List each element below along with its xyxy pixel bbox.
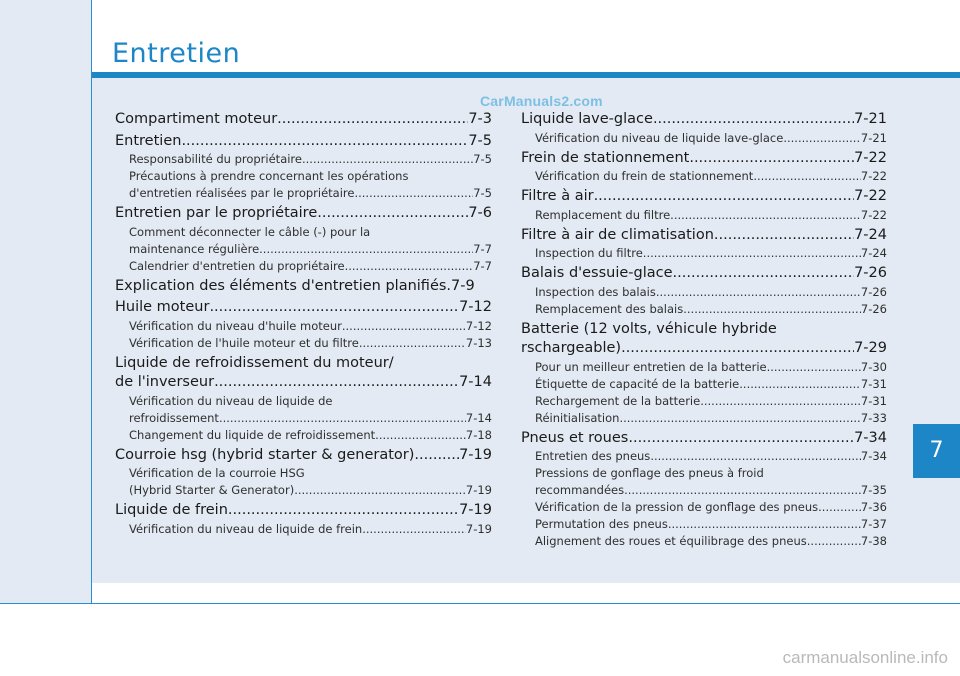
- toc-line: [129, 335, 492, 352]
- toc-page-number: 7-34: [860, 449, 887, 463]
- toc-entry-title: Liquide lave-glace: [521, 111, 653, 127]
- toc-leader-dots: [668, 516, 861, 533]
- toc-entry-title: Explication des éléments d'entretien planifiés: [115, 277, 447, 294]
- toc-line: [129, 465, 492, 482]
- toc-leader-dots: [214, 373, 459, 393]
- toc-leader-dots: [700, 393, 861, 410]
- toc-line: [535, 359, 887, 376]
- toc-leader-dots: .: [446, 277, 452, 294]
- toc-line: [129, 168, 492, 185]
- toc-entry-title: refroidissement: [129, 410, 219, 425]
- toc-section[interactable]: [521, 320, 887, 359]
- toc-page-number: 7-19: [465, 483, 492, 497]
- toc-section[interactable]: [115, 204, 492, 224]
- toc-page-number: 7-19: [459, 446, 492, 463]
- toc-leader-dots: [354, 185, 473, 202]
- toc-subsection[interactable]: [521, 376, 887, 393]
- toc-subsection[interactable]: [115, 318, 492, 335]
- toc-line: [535, 499, 887, 516]
- toc-leader-dots: [342, 318, 466, 335]
- toc-subsection[interactable]: [115, 168, 492, 202]
- toc-leader-dots: [689, 149, 854, 169]
- page-title: Entretien: [112, 38, 241, 69]
- toc-leader-dots: [345, 258, 474, 275]
- toc-page-number: 7-21: [854, 111, 887, 127]
- toc-entry-title: Pressions de gonflage des pneus à froid: [535, 466, 764, 480]
- toc-page-number: 7-14: [465, 410, 492, 425]
- toc-entry-title: Batterie (12 volts, véhicule hybride: [521, 320, 777, 337]
- toc-leader-dots: [302, 151, 473, 168]
- toc-subsection[interactable]: [521, 533, 887, 550]
- toc-leader-dots: [317, 204, 468, 224]
- toc-page-number: 7-26: [854, 265, 887, 281]
- toc-section[interactable]: [521, 110, 887, 130]
- toc-entry-title: Vérification du niveau de liquide de: [129, 393, 333, 408]
- toc-leader-dots: [594, 187, 855, 207]
- toc-entry-title: Inspection des balais: [535, 284, 656, 299]
- toc-section[interactable]: [521, 187, 887, 207]
- toc-line: [521, 149, 887, 169]
- toc-line: [115, 204, 492, 224]
- toc-page-number: 7-12: [459, 299, 492, 315]
- toc-entry-title: recommandées: [535, 483, 625, 497]
- toc-line: [521, 320, 887, 340]
- toc-leader-dots: [807, 533, 861, 550]
- toc-leader-dots: [656, 284, 861, 301]
- toc-leader-dots: [259, 241, 473, 258]
- toc-subsection[interactable]: [521, 284, 887, 301]
- toc-leader-dots: [753, 168, 861, 185]
- toc-line: [535, 130, 887, 147]
- toc-subsection[interactable]: [521, 130, 887, 147]
- toc-line: [129, 318, 492, 335]
- toc-leader-dots: [653, 110, 854, 130]
- toc-entry-title: Responsabilité du propriétaire: [129, 152, 302, 166]
- chapter-tab[interactable]: 7: [913, 424, 960, 478]
- toc-subsection[interactable]: [521, 393, 887, 410]
- toc-leader-dots: [714, 226, 854, 246]
- toc-leader-dots: [359, 335, 466, 352]
- toc-line: [535, 376, 887, 393]
- toc-page-number: 7-18: [465, 427, 492, 442]
- toc-line: [129, 151, 492, 168]
- toc-page-number: 7-13: [465, 335, 492, 350]
- toc-subsection[interactable]: [521, 245, 887, 262]
- toc-section[interactable]: [115, 501, 492, 521]
- toc-subsection[interactable]: [521, 168, 887, 185]
- toc-subsection[interactable]: [521, 359, 887, 376]
- toc-line: [521, 187, 887, 207]
- toc-leader-dots: [624, 482, 861, 499]
- toc-page-number: 7-22: [860, 207, 887, 222]
- toc-line: [115, 446, 492, 466]
- toc-line: [535, 168, 887, 185]
- toc-entry-title: Vérification de la pression de gonflage des pneus: [535, 500, 819, 514]
- toc-leader-dots: [375, 427, 466, 444]
- toc-page-number: 7-7: [473, 241, 492, 256]
- toc-entry-title: Permutation des pneus: [535, 517, 668, 531]
- toc-line: [129, 258, 492, 275]
- toc-page-number: 7-22: [860, 169, 887, 183]
- toc-line: [129, 241, 492, 258]
- toc-subsection[interactable]: [115, 151, 492, 168]
- toc-entry-title: Courroie hsg (hybrid starter & generator): [115, 446, 415, 463]
- toc-section[interactable]: [115, 446, 492, 466]
- toc-entry-title: Entretien par le propriétaire: [115, 205, 318, 221]
- toc-page-number: 7-22: [854, 188, 887, 204]
- toc-entry-title: Frein de stationnement: [521, 149, 690, 166]
- toc-page-number: 7-38: [860, 534, 887, 548]
- toc-subsection[interactable]: [521, 410, 887, 427]
- toc-subsection[interactable]: [115, 258, 492, 275]
- toc-page-number: 7-5: [473, 186, 492, 200]
- toc-subsection[interactable]: [115, 465, 492, 499]
- toc-page-number: 7-3: [468, 111, 492, 127]
- toc-leader-dots: [767, 359, 861, 376]
- toc-page-number: 7-21: [860, 130, 887, 145]
- toc-entry-title: Vérification de l'huile moteur et du filtre: [129, 335, 359, 350]
- watermark-bottom: carmanualsonline.info: [782, 648, 948, 667]
- toc-subsection[interactable]: [115, 427, 492, 444]
- toc-page-number: 7-22: [854, 149, 887, 166]
- toc-line: [535, 448, 887, 465]
- toc-entry-title: de l'inverseur: [115, 374, 215, 390]
- toc-section[interactable]: [115, 277, 492, 297]
- toc-page-number: 7-24: [854, 226, 887, 243]
- toc-entry-title: Pour un meilleur entretien de la batterie: [535, 359, 767, 374]
- toc-section[interactable]: [521, 264, 887, 284]
- toc-page-number: 7-5: [473, 152, 492, 166]
- toc-page-number: 7-31: [860, 393, 887, 408]
- toc-line: [535, 410, 887, 427]
- toc-subsection[interactable]: [521, 448, 887, 465]
- toc-leader-dots: [650, 448, 861, 465]
- toc-entry-title: Changement du liquide de refroidissement: [129, 427, 376, 442]
- toc-line: [115, 373, 492, 393]
- toc-line: [521, 339, 887, 359]
- toc-subsection[interactable]: [521, 465, 887, 499]
- toc-section[interactable]: [115, 110, 492, 130]
- toc-line: [521, 110, 887, 130]
- toc-line: [129, 393, 492, 410]
- toc-entry-title: Vérification du niveau d'huile moteur: [129, 318, 342, 333]
- toc-entry-title: Balais d'essuie-glace: [521, 265, 673, 281]
- toc-subsection[interactable]: [521, 516, 887, 533]
- toc-leader-dots: [683, 301, 861, 318]
- toc-line: [129, 482, 492, 499]
- toc-leader-dots: [181, 132, 468, 152]
- toc-page-number: 7-26: [860, 301, 887, 316]
- toc-entry-title: Étiquette de capacité de la batterie: [535, 376, 740, 391]
- toc-line: [521, 264, 887, 284]
- toc-entry-title: Vérification du niveau de liquide de frein: [129, 521, 363, 536]
- toc-page-number: 7-35: [860, 483, 887, 497]
- toc-entry-title: Compartiment moteur: [115, 111, 278, 127]
- toc-page-number: 7-30: [860, 359, 887, 374]
- toc-entry-title: Précautions à prendre concernant les opérations: [129, 169, 409, 183]
- toc-section[interactable]: [521, 149, 887, 169]
- toc-page-number: 7-6: [468, 205, 492, 221]
- left-margin-band: [0, 0, 92, 604]
- toc-leader-dots: [219, 410, 466, 427]
- toc-line: [521, 226, 887, 246]
- toc-page-number: 7-34: [854, 429, 887, 446]
- toc-line: [115, 354, 492, 374]
- toc-line: [535, 465, 887, 482]
- toc-subsection[interactable]: [521, 301, 887, 318]
- toc-leader-dots: [414, 446, 459, 466]
- toc-entry-title: (Hybrid Starter & Generator): [129, 483, 295, 497]
- toc-entry-title: Liquide de frein: [115, 502, 228, 518]
- toc-section[interactable]: [521, 429, 887, 449]
- toc-entry-title: Alignement des roues et équilibrage des pneus: [535, 534, 807, 548]
- toc-section[interactable]: [115, 354, 492, 393]
- toc-subsection[interactable]: [115, 335, 492, 352]
- toc-leader-dots: [619, 410, 860, 427]
- toc-entry-title: Remplacement du filtre: [535, 207, 671, 222]
- toc-subsection[interactable]: [521, 499, 887, 516]
- toc-page-number: 7-19: [459, 502, 492, 518]
- toc-page-number: 7-36: [860, 500, 887, 514]
- toc-subsection[interactable]: [115, 521, 492, 538]
- toc-subsection[interactable]: [115, 393, 492, 427]
- bottom-rule: [0, 603, 960, 604]
- toc-leader-dots: [818, 499, 861, 516]
- toc-line: [535, 207, 887, 224]
- toc-section[interactable]: [115, 132, 492, 152]
- toc-entry-title: rschargeable): [521, 340, 622, 356]
- toc-line: [129, 185, 492, 202]
- toc-entry-title: Inspection du filtre: [535, 246, 643, 260]
- toc-line: [115, 110, 492, 130]
- toc-subsection[interactable]: [521, 207, 887, 224]
- toc-page-number: 7-26: [860, 284, 887, 299]
- toc-line: [535, 284, 887, 301]
- toc-leader-dots: [362, 521, 466, 538]
- toc-line: [535, 516, 887, 533]
- toc-entry-title: Entretien: [115, 132, 182, 149]
- toc-leader-dots: [670, 207, 861, 224]
- toc-subsection[interactable]: [115, 224, 492, 258]
- toc-entry-title: d'entretien réalisées par le propriétaire: [129, 186, 355, 200]
- toc-line: [535, 482, 887, 499]
- toc-entry-title: Comment déconnecter le câble (-) pour la: [129, 224, 371, 239]
- toc-page-number: 7-19: [465, 521, 492, 536]
- toc-line: [535, 301, 887, 318]
- toc-leader-dots: [673, 264, 855, 284]
- toc-leader-dots: [277, 110, 468, 130]
- toc-section[interactable]: [521, 226, 887, 246]
- toc-entry-title: Remplacement des balais: [535, 301, 684, 316]
- toc-entry-title: Vérification de la courroie HSG: [129, 466, 305, 480]
- toc-line: [115, 298, 492, 318]
- toc-page-number: 7-31: [860, 376, 887, 391]
- toc-entry-title: Liquide de refroidissement du moteur/: [115, 354, 394, 371]
- toc-entry-title: Huile moteur: [115, 299, 210, 315]
- toc-line: [535, 533, 887, 550]
- toc-leader-dots: [628, 429, 854, 449]
- toc-entry-title: maintenance régulière: [129, 241, 260, 256]
- toc-leader-dots: [228, 501, 459, 521]
- toc-line: [129, 427, 492, 444]
- toc-line: [115, 277, 492, 297]
- toc-line: [535, 393, 887, 410]
- toc-page-number: 7-7: [473, 258, 492, 273]
- toc-leader-dots: [294, 482, 466, 499]
- toc-page-number: 7-29: [854, 340, 887, 356]
- toc-section[interactable]: [115, 298, 492, 318]
- toc-page-number: 7-37: [860, 517, 887, 531]
- toc-leader-dots: [739, 376, 861, 393]
- toc-entry-title: Filtre à air de climatisation: [521, 226, 714, 243]
- toc-line: [521, 429, 887, 449]
- toc-entry-title: Vérification du niveau de liquide lave-glace: [535, 130, 784, 145]
- toc-page-number: 7-9: [451, 277, 475, 294]
- toc-leader-dots: [783, 130, 861, 147]
- toc-line: [115, 132, 492, 152]
- toc-entry-title: Filtre à air: [521, 188, 594, 204]
- toc-left-column: [115, 108, 492, 538]
- watermark-top: CarManuals2.com: [480, 93, 603, 109]
- toc-line: [129, 521, 492, 538]
- toc-page-number: 7-24: [860, 246, 887, 260]
- toc-entry-title: Calendrier d'entretien du propriétaire: [129, 258, 345, 273]
- toc-line: [129, 410, 492, 427]
- toc-page-number: 7-12: [465, 318, 492, 333]
- toc-right-column: [521, 108, 887, 550]
- toc-line: [535, 245, 887, 262]
- toc-entry-title: Pneus et roues: [521, 429, 629, 446]
- toc-page-number: 7-33: [860, 410, 887, 425]
- toc-page-number: 7-5: [468, 132, 492, 149]
- toc-entry-title: Rechargement de la batterie: [535, 393, 701, 408]
- toc-entry-title: Entretien des pneus: [535, 449, 651, 463]
- toc-entry-title: Vérification du frein de stationnement: [535, 169, 754, 183]
- toc-leader-dots: [643, 245, 861, 262]
- toc-entry-title: Réinitialisation: [535, 410, 620, 425]
- toc-page-number: 7-14: [459, 374, 492, 390]
- toc-leader-dots: [209, 298, 459, 318]
- toc-line: [115, 501, 492, 521]
- toc-leader-dots: [621, 339, 854, 359]
- toc-line: [129, 224, 492, 241]
